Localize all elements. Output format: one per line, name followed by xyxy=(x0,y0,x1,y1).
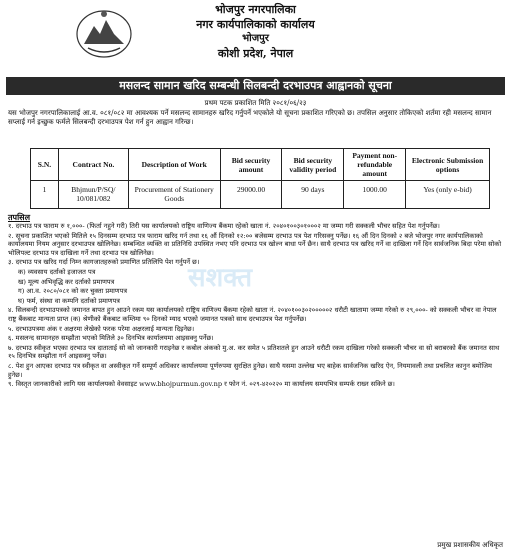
col-bid-security-amount: Bid security amount xyxy=(220,149,282,181)
municipality-name: भोजपुर नगरपालिका xyxy=(215,3,296,16)
term-subitem: ख) मूल्य अभिवृद्धि कर दर्ताको प्रमाणपत्र xyxy=(18,277,115,286)
col-contract-no: Contract No. xyxy=(58,149,128,181)
cell-payment-amount: 1000.00 xyxy=(344,181,406,209)
publication-date: प्रथम पटक प्रकाशित मिति २०८१/०६/२३ xyxy=(204,99,307,107)
term-subitem: घ) फर्म, संस्था वा कम्पनि दर्ताको प्रमाणपत्र xyxy=(18,296,120,305)
term-item: ८. पेश हुन आएका दरभाउ पत्र स्वीकृत वा अस्वीकृत गर्ने सम्पूर्ण अधिकार कार्यालयमा पूर्णरुपमा सुरक्षित हुनेछ। साथै यसमा उल्लेख भए बाहेक सार्वजनिक खरिद ऐन, नियमावली तथा प्रचलित कानुन बमोजिम हुनेछ। xyxy=(8,361,492,379)
term-item: ७. दरभाउ स्वीकृत भएका दरभाउ पत्र दाताताई सो को जानकारी गराइनेछ र कबोल अंकको मु.अ. कर समेत ५ प्रतिशतले हुन आउने धरौटी रकम दाखिला गरेको सक्कली भौचर वा सो बराबरको बैंक जमानत साथ १५ दिनभित्र सम्झौता गर्न आइसक्नु पर्नेछ। xyxy=(8,343,500,361)
term-item: ३. दरभाउ पत्र खरिद गर्दा निम्न कागजातहरुको प्रमाणित प्रतिलिपि पेश गर्नुपर्ने छ। xyxy=(8,258,200,267)
term-item: ६. मसलन्द सामानहरु सम्झौता भएको मितिले ३० दिनभित्र कार्यालयमा आइसक्नु पर्नेछ। xyxy=(8,334,214,343)
term-item: ४. सिलबन्दी दरभाउपत्रको जमानत बापत हुन आउने रकम यस कार्यालयको राष्ट्रिय वाणिज्य बैंकमा रहेको खाता नं. २०४०१००३०२०००००२ धरौटी खातामा जम्मा गरेको रु २९,०००- को सक्कली भौचर वा नेपाल राष्ट्र बैंकबाट मान्यता प्राप्त (क) श्रेणीको बैंकबाट कम्तिमा ९० दिनको म्याद भएको जमानत पत्रको साथ दरभाउपत्र पेश गर्नुपर्नेछ। xyxy=(8,306,497,323)
col-description: Description of Work xyxy=(128,149,220,181)
signatory-title: प्रमुख प्रशासकीय अधिकृत xyxy=(437,541,503,549)
tender-table xyxy=(30,148,490,209)
table-header-row xyxy=(31,149,490,181)
term-subitem: क) व्यवसाय दर्ताको इजाजत पत्र xyxy=(18,267,96,276)
cell-electronic-submission: Yes (only e-bid) xyxy=(406,181,490,209)
term-item: १. दरभाउ पत्र फाराम रु १,०००- (फिर्ता नहुने गरी) तिरी यस कार्यालयको राष्ट्रिय वाणिज्य बैंकमा रहेको खाता नं. २०४०१००३०१०००२ मा जम्मा गरी सक्कली भौचर सहित पेश गर्नुपर्नेछ। xyxy=(8,222,440,230)
notice-title: मसलन्द सामान खरिद सम्बन्धी सिलबन्दी दरभाउपत्र आह्वानको सूचना xyxy=(6,77,505,95)
cell-contract-no: Bhjmun/P/SQ/ 10/081/082 xyxy=(58,181,128,209)
office-location: भोजपुर xyxy=(242,33,269,44)
notice-page xyxy=(4,0,507,554)
cell-description: Procurement of Stationery Goods xyxy=(128,181,220,209)
term-item: ५. दरभाउपत्रमा अंक र अक्षरमा लेखेको फरक परेमा अक्षरलाई मान्यता दिइनेछ। xyxy=(8,324,195,333)
col-sn: S.N. xyxy=(31,149,59,181)
office-name: नगर कार्यपालिकाको कार्यालय xyxy=(196,18,315,31)
cell-bid-validity: 90 days xyxy=(282,181,344,209)
col-bid-validity: Bid security validity period xyxy=(282,149,344,181)
col-payment-nonrefundable: Payment non-refundable amount xyxy=(344,149,406,181)
office-header xyxy=(4,2,507,61)
province-country: कोशी प्रदेश, नेपाल xyxy=(217,47,294,60)
svg-text:सशक्त: सशक्त xyxy=(188,263,253,293)
terms-list xyxy=(8,222,503,390)
watermark-logo xyxy=(184,256,314,296)
cell-sn: 1 xyxy=(31,181,59,209)
term-item: ९. विस्तृत जानकारीको लागि यस कार्यालयको वेवसाइट www.bhojpurmun.gov.np र फोन नं. ०२९-४२०२२० मा कार्यालय समयभित्र सम्पर्क राख्न सकिने छ। xyxy=(8,380,395,389)
intro-paragraph: यस भोजपुर नगरपालिकालाई आ.व. ०८१/०८२ मा आवश्यक पर्ने मसलन्द सामानहरु खरिद गर्नुपर्ने भएकोले यो सूचना प्रकाशित गरिएको छ। तपसिल अनुसार तोकिएको शर्तमा रही मसलन्द सामान सप्लाई गर्न इच्छुक फर्मले सिलबन्दी दरभाउपत्र पेश गर्न हुन आह्वान गरिन्छ। xyxy=(8,109,492,126)
cell-bid-security-amount: 29000.00 xyxy=(220,181,282,209)
term-item: २. सूचना प्रकाशित भएको मितिले १५ दिनसम्म दरभाउ पत्र फाराम खरिद गर्न तथा १६ औं दिनको १२:०० बजेसम्म दरभाउ पत्र पेश गरिसक्नु पर्नेछ। १६ औं दिन दिनको २ बजे भोजपुर नगर कार्यपालिकाको कार्यालयमा नियम अनुसार दरभाउपत्र खोलिनेछ। सम्बन्धित व्यक्ति वा प्रतिनिधि उपस्थित नभए पनि दरभाउ पत्र खोल्न बाधा पर्ने छैन। साथै दरभाउ पत्र खरिद गर्ने वा दाखिला गर्ने दिन सार्वजनिक बिदा परेमा सोको भोलिपल्ट दरभाउ पत्र दाखिला गर्ने तथा दरभाउ पत्र खोलिनेछ। xyxy=(8,231,502,257)
term-subitem: ग) आ.व. २०८०/०८१ को कर चुक्ता प्रमाणपत्र xyxy=(18,287,127,296)
terms-heading: तपसिल xyxy=(8,212,31,222)
table-row xyxy=(31,181,490,209)
col-electronic-submission: Electronic Submission options xyxy=(406,149,490,181)
